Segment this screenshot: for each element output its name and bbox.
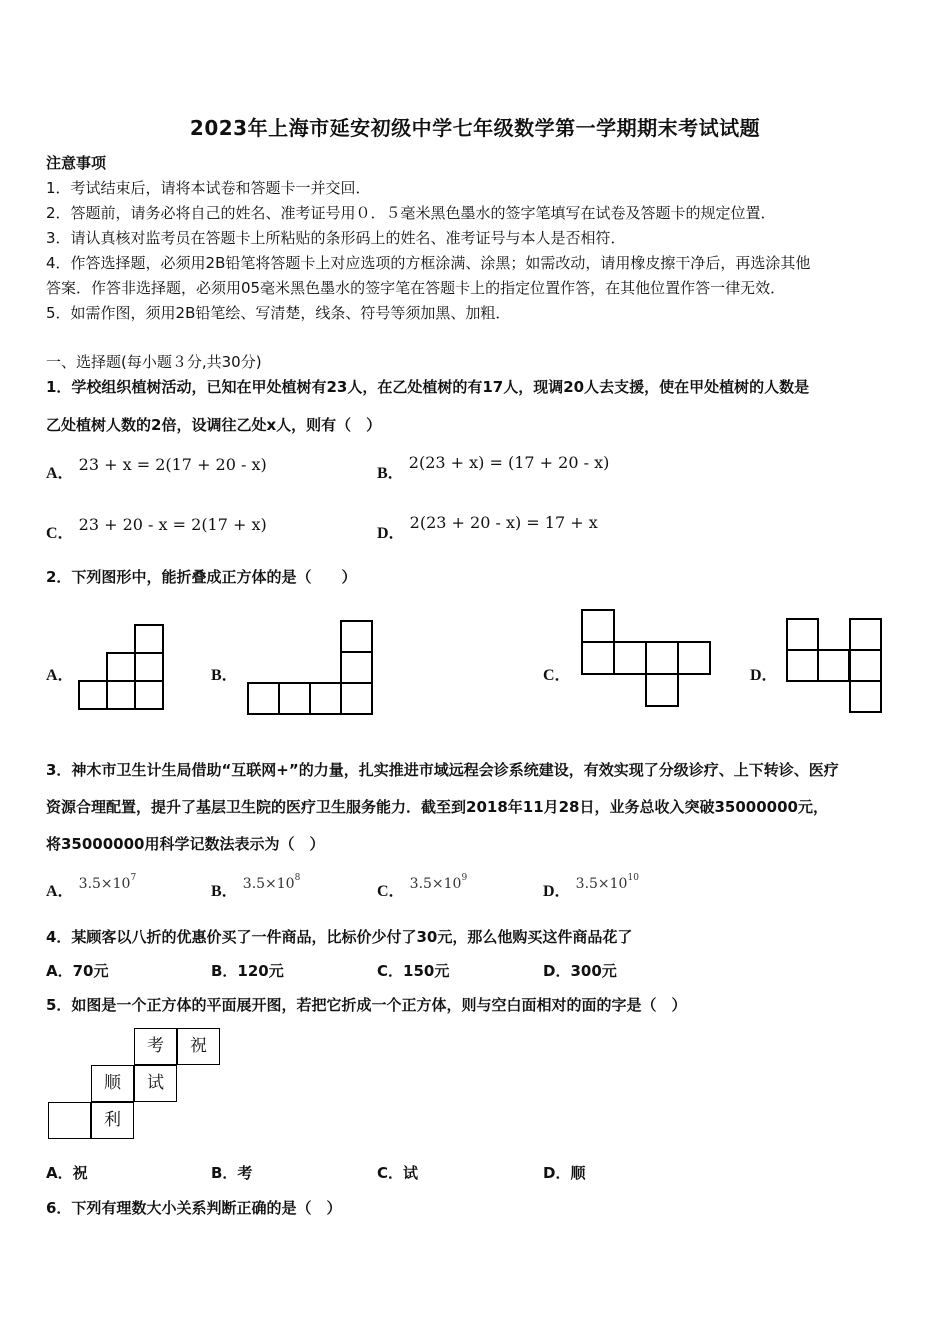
option-formula: 2(23 + 20 - x) = 17 + x	[409, 513, 598, 532]
notice-item: 1．考试结束后，请将本试卷和答题卡一并交回．	[46, 179, 371, 197]
q1-stem-line2: 乙处植树人数的2倍，设调往乙处x人，则有（ ）	[46, 416, 382, 434]
net-cell: 利	[91, 1102, 134, 1139]
q5-option-d[interactable]: D．顺	[543, 1164, 586, 1182]
option-formula: 2(23 + x) = (17 + 20 - x)	[408, 453, 610, 472]
net-b	[248, 621, 372, 714]
option-value: $3.5\times 10^7$	[78, 873, 137, 892]
option-label: B．	[211, 883, 238, 900]
option-label: C．	[46, 525, 74, 542]
option-value: $3.5\times 10^9$	[409, 873, 468, 892]
option-label: A．	[46, 465, 74, 482]
q5-stem: 5．如图是一个正方体的平面展开图，若把它折成一个正方体，则与空白面相对的面的字是（ ）	[46, 996, 687, 1014]
q4-option-a[interactable]: A．70元	[46, 962, 109, 980]
option-label: C．	[377, 883, 405, 900]
option-value: $3.5\times 10^{10}$	[575, 873, 639, 892]
q3-stem-line1: 3．神木市卫生计生局借助“互联网+”的力量，扎实推进市域远程会诊系统建设，有效实现了分级诊疗、上下转诊、医疗	[46, 761, 839, 779]
q3-option-d[interactable]	[543, 873, 639, 901]
q1-stem-line1: 1．学校组织植树活动，已知在甲处植树有23人，在乙处植树的有17人，现调20人去支援，使在甲处植树的人数是	[46, 378, 810, 396]
option-value: $3.5\times 10^8$	[242, 873, 301, 892]
net-cell: 祝	[177, 1028, 220, 1065]
net-a	[79, 625, 163, 709]
q2-stem: 2．下列图形中，能折叠成正方体的是（ ）	[46, 568, 357, 586]
notice-item: 3．请认真核对监考员在答题卡上所粘贴的条形码上的姓名、准考证号与本人是否相符．	[46, 229, 626, 247]
option-formula: 23 + x = 2(17 + 20 - x)	[78, 455, 267, 474]
option-formula: 23 + 20 - x = 2(17 + x)	[78, 515, 267, 534]
notice-item: 4．作答选择题，必须用2B铅笔将答题卡上对应选项的方框涂满、涂黑；如需改动，请用橡皮擦干净后，再选涂其他	[46, 254, 811, 272]
option-label: B．	[377, 465, 404, 482]
q6-stem: 6．下列有理数大小关系判断正确的是（ ）	[46, 1199, 342, 1217]
net-cell-blank	[48, 1102, 91, 1139]
q5-option-b[interactable]: B．考	[211, 1164, 253, 1182]
notice-item: 答案．作答非选择题，必须用05毫米黑色墨水的签字笔在答题卡上的指定位置作答，在其他位置作答一律无效．	[46, 279, 786, 297]
q3-stem-line3: 将35000000用科学记数法表示为（ ）	[46, 835, 325, 853]
q4-option-b[interactable]: B．120元	[211, 962, 284, 980]
option-label: A．	[46, 883, 74, 900]
net-d	[787, 619, 881, 712]
notice-heading: 注意事项	[46, 154, 107, 172]
net-cell: 考	[134, 1028, 177, 1065]
option-label: D．	[377, 525, 405, 542]
q5-option-c[interactable]: C．试	[377, 1164, 419, 1182]
net-cell: 试	[134, 1065, 177, 1102]
q3-option-c[interactable]	[377, 873, 468, 901]
net-c	[582, 610, 710, 706]
page-title: 2023年上海市延安初级中学七年级数学第一学期期末考试试题	[189, 116, 761, 140]
net-cell: 顺	[91, 1065, 134, 1102]
q3-stem-line2: 资源合理配置，提升了基层卫生院的医疗卫生服务能力．截至到2018年11月28日，业务总收入突破35000000元，	[46, 798, 828, 816]
q4-option-c[interactable]: C．150元	[377, 962, 450, 980]
option-label: D．	[543, 883, 571, 900]
q3-option-a[interactable]	[46, 873, 137, 901]
section-heading: 一、选择题(每小题３分,共30分)	[46, 353, 262, 371]
q3-option-b[interactable]	[211, 873, 301, 901]
notice-item: 5．如需作图，须用2B铅笔绘、写清楚，线条、符号等须加黑、加粗．	[46, 304, 511, 322]
q2-label-d[interactable]: D．	[750, 667, 778, 684]
q4-stem: 4．某顾客以八折的优惠价买了一件商品，比标价少付了30元，那么他购买这件商品花了	[46, 928, 633, 946]
q2-label-b[interactable]: B．	[211, 667, 238, 684]
q2-label-c[interactable]: C．	[543, 667, 571, 684]
q4-option-d[interactable]: D．300元	[543, 962, 617, 980]
q5-option-a[interactable]: A．祝	[46, 1164, 88, 1182]
q2-label-a[interactable]: A．	[46, 667, 74, 684]
notice-item: 2．答题前，请务必将自己的姓名、准考证号用０．５毫米黑色墨水的签字笔填写在试卷及答题卡的规定位置．	[46, 204, 776, 222]
